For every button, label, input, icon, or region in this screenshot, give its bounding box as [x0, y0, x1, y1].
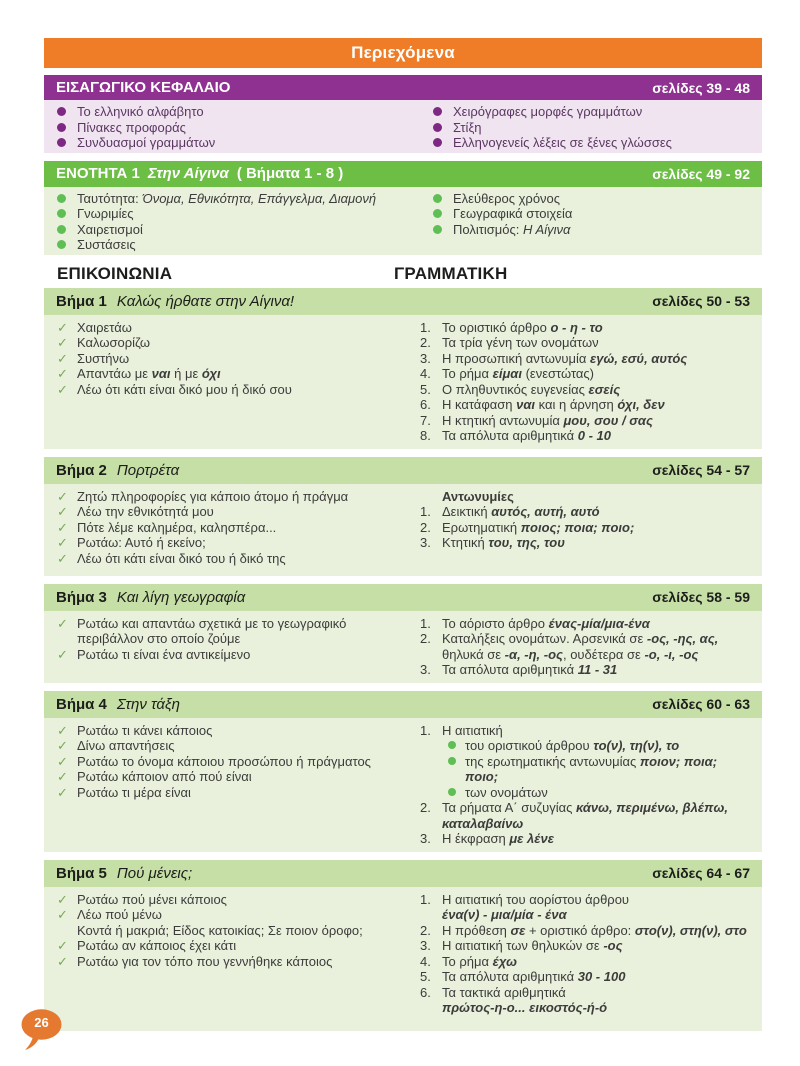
list-item [420, 206, 762, 222]
column-headers [44, 261, 762, 287]
checkmark-icon: ✓ [57, 907, 68, 922]
page-title-bar [44, 38, 762, 68]
list-item-text: Συνδυασμοί γραμμάτων [77, 135, 216, 150]
list-item [420, 954, 752, 970]
checkmark-icon: ✓ [57, 550, 68, 566]
intro-chapter-pages: σελίδες 39 - 48 [652, 79, 750, 96]
list-item-text: Η αιτιατική του αορίστου άρθρου ένα(ν) - μια/μία - ένα [442, 891, 630, 922]
bullet-icon [57, 138, 66, 147]
list-item-text: Πίνακες προφοράς [77, 119, 186, 135]
list-item [44, 954, 420, 970]
step-5-title: Πού μένεις; [116, 864, 193, 882]
list-item-text: Πότε λέμε καλημέρα, καλησπέρα... [77, 519, 277, 535]
step-5-communication-list [44, 892, 420, 1026]
list-item [44, 938, 420, 954]
list-item [442, 754, 752, 785]
list-item [420, 320, 752, 336]
checkmark-icon: ✓ [57, 953, 68, 969]
list-item-text: Συστάσεις [77, 237, 136, 252]
list-item [420, 985, 752, 1016]
list-item [420, 120, 762, 136]
unit-1-section [44, 161, 762, 255]
list-item [44, 237, 420, 253]
bullet-icon [57, 209, 66, 218]
list-item-text: Το ελληνικό αλφάβητο [77, 104, 204, 119]
list-item [420, 335, 752, 351]
list-item [44, 104, 420, 120]
list-item [420, 631, 752, 662]
unit-1-pages: σελίδες 49 - 92 [652, 165, 750, 182]
list-item-text: Ρωτάω κάποιον από πού είναι [77, 769, 252, 784]
list-item [420, 938, 752, 954]
list-item [44, 120, 420, 136]
step-1-heading-bar [44, 288, 762, 315]
list-item [420, 535, 752, 551]
unit-1-heading [56, 165, 343, 182]
list-item-text: Ρωτάω το όνομα κάποιου προσώπου ή πράγματος [77, 753, 371, 769]
bullet-icon [433, 194, 442, 203]
list-item-text: Ρωτάω τι κάνει κάποιος [77, 722, 213, 738]
list-item-text: Η προσωπική αντωνυμία εγώ, εσύ, αυτός [442, 350, 688, 366]
list-item-text: Χαιρετάω [77, 319, 132, 335]
list-item-text: Τα απόλυτα αριθμητικά 11 - 31 [442, 662, 618, 677]
list-item-text: της ερωτηματικής αντωνυμίας ποιον; ποια; ποιο; [465, 753, 718, 784]
list-item-text: Λέω ότι κάτι είναι δικό μου ή δικό σου [77, 381, 292, 397]
list-item-text: Τα τρία γένη των ονομάτων [442, 335, 599, 350]
list-item [44, 206, 420, 222]
checkmark-icon: ✓ [57, 504, 68, 519]
list-item [420, 413, 752, 429]
list-item-text: Το αόριστο άρθρο ένας-μία/μια-ένα [442, 615, 650, 631]
intro-chapter-heading: ΕΙΣΑΓΩΓΙΚΟ ΚΕΦΑΛΑΙΟ [56, 79, 231, 96]
checkmark-icon: ✓ [57, 350, 68, 366]
step-1-pages: σελίδες 50 - 53 [652, 293, 750, 309]
list-item-text: Καλωσορίζω [77, 335, 151, 350]
list-item-text: Ταυτότητα: Όνομα, Εθνικότητα, Επάγγελμα, Διαμονή [77, 190, 377, 206]
list-item [420, 800, 752, 831]
list-item [44, 222, 420, 238]
checkmark-icon: ✓ [57, 335, 68, 350]
step-3-title: Και λίγη γεωγραφία [116, 588, 246, 606]
list-item-text: Ζητώ πληροφορίες για κάποιο άτομο ή πράγμα [77, 488, 349, 504]
unit-right-list [420, 191, 762, 253]
checkmark-icon: ✓ [57, 769, 68, 784]
bullet-icon [57, 123, 66, 132]
list-item-text: Κτητική του, της, του [442, 535, 565, 550]
unit-1-range: ( Βήματα 1 - 8 ) [236, 165, 344, 182]
step-1-section [44, 288, 762, 449]
bullet-icon [433, 225, 442, 234]
list-item-text: Ο πληθυντικός ευγενείας εσείς [442, 381, 621, 397]
step-5-section [44, 860, 762, 1031]
bullet-icon [448, 741, 456, 749]
checkmark-icon: ✓ [57, 535, 68, 550]
contents-page [44, 38, 762, 1039]
list-item-text: Ρωτάω για τον τόπο που γεννήθηκε κάποιος [77, 953, 333, 969]
list-item-text: Πολιτισμός: Η Αίγινα [453, 221, 571, 237]
list-item [44, 382, 420, 398]
list-item [420, 428, 752, 444]
list-item [44, 769, 420, 785]
bullet-icon [57, 225, 66, 234]
list-item-text: Το ρήμα είμαι (ενεστώτας) [442, 366, 595, 381]
list-item [44, 320, 420, 336]
list-item [420, 723, 752, 801]
list-item [44, 907, 420, 938]
step-2-grammar [420, 489, 762, 571]
list-item-text: Η αιτιατική των θηλυκών σε -ος [442, 938, 623, 953]
list-item [420, 923, 752, 939]
list-item [420, 662, 752, 678]
unit-1-heading-bar [44, 161, 762, 187]
list-item [44, 191, 420, 207]
checkmark-icon: ✓ [57, 891, 68, 907]
list-item [44, 520, 420, 536]
step-3-label: Βήμα 3 [56, 588, 107, 606]
list-item [420, 351, 752, 367]
checkmark-icon: ✓ [57, 366, 68, 381]
step-5-grammar-list [420, 892, 762, 1016]
step-3-grammar-list [420, 616, 762, 678]
list-item [420, 366, 752, 382]
list-item-text: των ονομάτων [465, 784, 548, 800]
list-item [420, 520, 752, 536]
list-item [442, 738, 752, 754]
step-2-pages: σελίδες 54 - 57 [652, 462, 750, 478]
checkmark-icon: ✓ [57, 938, 68, 953]
list-item-text: Απαντάω με ναι ή με όχι [77, 366, 221, 381]
unit-1-subtitle: Στην Αίγινα [147, 165, 229, 182]
list-item-text: Η έκφραση με λένε [442, 831, 554, 846]
list-item-text: Τα απόλυτα αριθμητικά 0 - 10 [442, 428, 611, 443]
list-item [44, 892, 420, 908]
unit-left-list [44, 191, 420, 253]
list-item [44, 351, 420, 367]
step-1-communication-list [44, 320, 420, 444]
checkmark-icon: ✓ [57, 784, 68, 800]
page-title: Περιεχόμενα [351, 43, 455, 62]
step-4-section [44, 691, 762, 852]
list-item-text: Τα ρήματα Α΄ συζυγίας κάνω, περιμένω, βλέπω, καταλαβαίνω [442, 800, 728, 831]
step-4-title: Στην τάξη [116, 695, 181, 713]
step-4-pages: σελίδες 60 - 63 [652, 696, 750, 712]
step-5-label: Βήμα 5 [56, 864, 107, 882]
bullet-icon [433, 123, 442, 132]
bullet-icon [57, 194, 66, 203]
list-item-text: Η πρόθεση σε + οριστικό άρθρο: στο(ν), στη(ν), στο [442, 922, 747, 938]
list-item [420, 222, 762, 238]
step-3-section [44, 584, 762, 683]
list-item-text: Ελληνογενείς λέξεις σε ξένες γλώσσες [453, 135, 672, 150]
intro-left-list [44, 104, 420, 151]
list-item [44, 335, 420, 351]
intro-chapter-body [44, 100, 762, 153]
step-4-grammar [420, 723, 762, 847]
list-item-text: Λέω την εθνικότητά μου [77, 504, 214, 519]
step-2-body [44, 484, 762, 576]
step-2-section [44, 457, 762, 576]
list-item [420, 104, 762, 120]
list-item-text: Ρωτάω: Αυτό ή εκείνο; [77, 535, 206, 550]
step-3-pages: σελίδες 58 - 59 [652, 589, 750, 605]
list-item [44, 647, 420, 663]
communication-header: ΕΠΙΚΟΙΝΩΝΙΑ [57, 263, 173, 283]
step-1-grammar-list [420, 320, 762, 444]
list-item-text: Γνωριμίες [77, 206, 134, 221]
bullet-icon [433, 138, 442, 147]
list-item-text: Ρωτάω τι είναι ένα αντικείμενο [77, 646, 251, 662]
page-number-bubble [21, 1009, 67, 1053]
list-item-text: Χειρόγραφες μορφές γραμμάτων [453, 104, 643, 119]
bullet-icon [57, 240, 66, 249]
intro-right-list [420, 104, 762, 151]
list-item [420, 504, 752, 520]
checkmark-icon: ✓ [57, 722, 68, 738]
list-item [420, 382, 752, 398]
list-item [44, 551, 420, 567]
step-4-label: Βήμα 4 [56, 695, 107, 713]
step-5-grammar [420, 892, 762, 1026]
list-item-text: Δεικτική αυτός, αυτή, αυτό [442, 504, 600, 519]
step-5-pages: σελίδες 64 - 67 [652, 865, 750, 881]
step-3-heading-bar [44, 584, 762, 611]
list-item [44, 738, 420, 754]
list-item-line: Η αιτιατική [442, 722, 503, 738]
step-1-grammar [420, 320, 762, 444]
list-item [420, 397, 752, 413]
list-item [420, 616, 752, 632]
step-3-grammar [420, 616, 762, 678]
list-item [420, 191, 762, 207]
checkmark-icon: ✓ [57, 519, 68, 535]
list-item-text: Χαιρετισμοί [77, 221, 143, 237]
list-item-text: Ελεύθερος χρόνος [453, 190, 561, 206]
list-item [420, 892, 752, 923]
checkmark-icon: ✓ [57, 615, 68, 631]
checkmark-icon: ✓ [57, 753, 68, 769]
list-item-text: Τα τακτικά αριθμητικά πρώτος-η-ο... εικοστός-ή-ό [442, 984, 608, 1015]
list-item-text: Η κτητική αντωνυμία μου, σου / σας [442, 412, 653, 428]
list-item-text: Η κατάφαση ναι και η άρνηση όχι, δεν [442, 397, 665, 412]
intro-chapter-section [44, 75, 762, 153]
list-item-text: Το ρήμα έχω [442, 953, 518, 969]
list-item-text: Γεωγραφικά στοιχεία [453, 206, 573, 221]
bullet-icon [57, 107, 66, 116]
checkmark-icon: ✓ [57, 319, 68, 335]
list-item [44, 535, 420, 551]
list-item-text: Τα απόλυτα αριθμητικά 30 - 100 [442, 969, 626, 984]
list-item [420, 969, 752, 985]
list-item-text: Καταλήξεις ονομάτων. Αρσενικά σε -ος, -ης, ας, θηλυκά σε -α, -η, -ος, ουδέτερα σε -ο, -ι, -ος [442, 631, 719, 662]
bullet-icon [433, 107, 442, 116]
list-item-text: Δίνω απαντήσεις [77, 738, 175, 753]
step-4-grammar-sublist [442, 738, 752, 800]
step-5-heading-bar [44, 860, 762, 887]
list-item [44, 785, 420, 801]
checkmark-icon: ✓ [57, 646, 68, 662]
list-item-text: Ρωτάω πού μένει κάποιος [77, 891, 227, 907]
list-item [420, 831, 752, 847]
step-2-heading-bar [44, 457, 762, 484]
list-item-text [442, 723, 752, 801]
list-item-text: Λέω ότι κάτι είναι δικό του ή δικό της [77, 550, 286, 566]
step-1-label: Βήμα 1 [56, 292, 107, 310]
bullet-icon [448, 757, 456, 765]
step-1-body [44, 315, 762, 449]
list-item-text: Ρωτάω τι μέρα είναι [77, 784, 191, 800]
bullet-icon [448, 788, 456, 796]
list-item [420, 135, 762, 151]
step-3-body [44, 611, 762, 683]
step-3-communication-list [44, 616, 420, 678]
step-4-body [44, 718, 762, 852]
step-4-communication-list [44, 723, 420, 847]
list-item [44, 366, 420, 382]
step-2-communication-list [44, 489, 420, 571]
list-item [44, 616, 420, 647]
list-item [442, 785, 752, 801]
list-item-text: Το οριστικό άρθρο ο - η - το [442, 319, 603, 335]
bullet-icon [433, 209, 442, 218]
list-item [44, 723, 420, 739]
list-item-text: Συστήνω [77, 350, 130, 366]
intro-chapter-heading-bar [44, 75, 762, 100]
checkmark-icon: ✓ [57, 381, 68, 397]
checkmark-icon: ✓ [57, 488, 68, 504]
list-item [44, 135, 420, 151]
step-1-title: Καλώς ήρθατε στην Αίγινα! [116, 292, 295, 310]
unit-1-label: ΕΝΟΤΗΤΑ 1 [56, 165, 140, 182]
list-item-text: Λέω πού μένω Κοντά ή μακριά; Είδος κατοικίας; Σε ποιον όροφο; [77, 907, 363, 938]
step-4-heading-bar [44, 691, 762, 718]
list-item-text: Ρωτάω και απαντάω σχετικά με το γεωγραφικό περιβάλλον στο οποίο ζούμε [77, 615, 347, 646]
unit-1-body [44, 187, 762, 255]
page-number: 26 [34, 1015, 49, 1030]
list-item-text: Ερωτηματική ποιος; ποια; ποιο; [442, 519, 635, 535]
step-2-grammar-subheading: Αντωνυμίες [442, 488, 514, 504]
checkmark-icon: ✓ [57, 738, 68, 753]
list-item-text: του οριστικού άρθρου το(ν), τη(ν), το [465, 738, 680, 753]
grammar-header: ΓΡΑΜΜΑΤΙΚΗ [394, 263, 508, 283]
list-item [44, 754, 420, 770]
list-item [44, 489, 420, 505]
step-2-label: Βήμα 2 [56, 461, 107, 479]
list-item-text: Στίξη [453, 119, 482, 135]
list-item-text: Ρωτάω αν κάποιος έχει κάτι [77, 938, 237, 953]
step-2-grammar-list [420, 504, 762, 551]
step-2-title: Πορτρέτα [116, 461, 180, 479]
list-item [44, 504, 420, 520]
step-5-body [44, 887, 762, 1031]
step-4-grammar-list [420, 723, 762, 847]
